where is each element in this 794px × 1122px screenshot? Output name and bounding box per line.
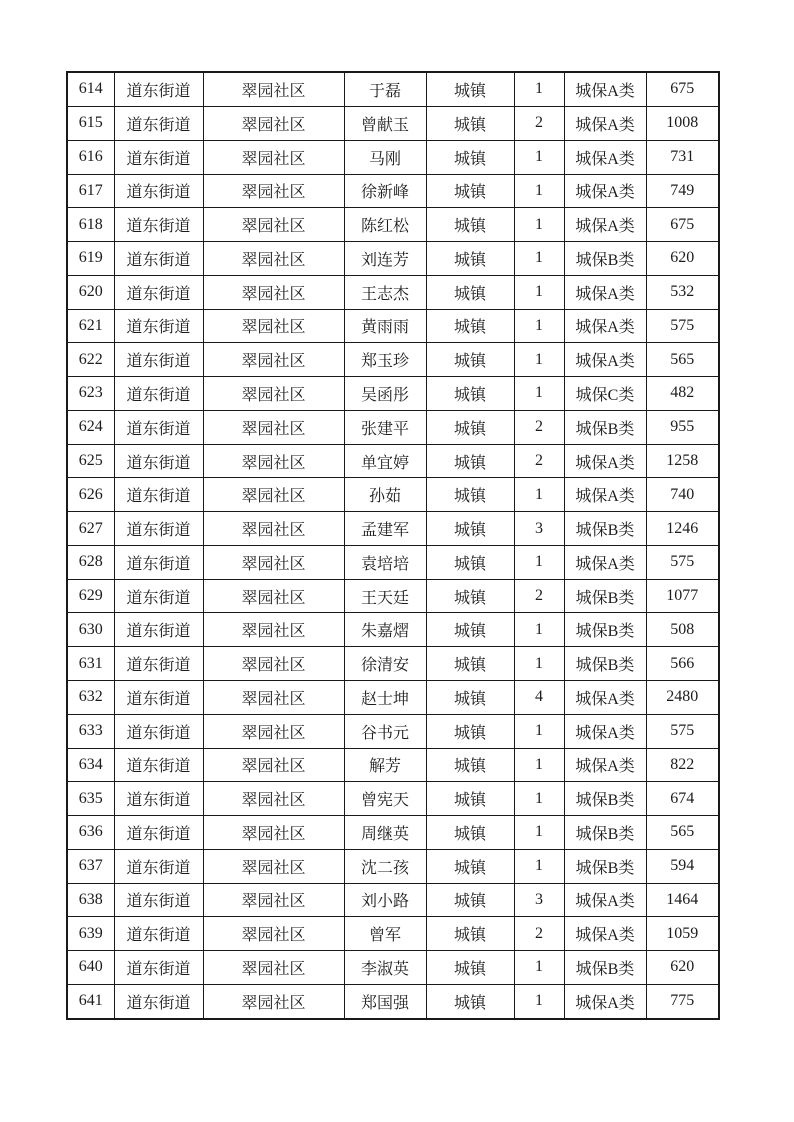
cell-row-number: 634 — [67, 748, 114, 782]
cell-household-type: 城镇 — [426, 410, 514, 444]
table-row — [67, 748, 719, 782]
cell-street: 道东街道 — [114, 680, 203, 714]
table-row — [67, 208, 719, 242]
cell-name: 谷书元 — [344, 714, 426, 748]
cell-person-count: 1 — [514, 208, 564, 242]
cell-amount: 1059 — [646, 917, 719, 951]
cell-row-number: 622 — [67, 343, 114, 377]
cell-street: 道东街道 — [114, 140, 203, 174]
cell-street: 道东街道 — [114, 545, 203, 579]
cell-name: 郑国强 — [344, 984, 426, 1019]
cell-person-count: 2 — [514, 410, 564, 444]
cell-community: 翠园社区 — [203, 242, 344, 276]
cell-row-number: 632 — [67, 680, 114, 714]
cell-street: 道东街道 — [114, 849, 203, 883]
table-row — [67, 140, 719, 174]
cell-person-count: 2 — [514, 106, 564, 140]
cell-name: 李淑英 — [344, 951, 426, 985]
cell-household-type: 城镇 — [426, 849, 514, 883]
cell-row-number: 641 — [67, 984, 114, 1019]
cell-street: 道东街道 — [114, 782, 203, 816]
cell-row-number: 629 — [67, 579, 114, 613]
cell-name: 曾军 — [344, 917, 426, 951]
cell-amount: 675 — [646, 208, 719, 242]
cell-name: 刘小路 — [344, 883, 426, 917]
cell-row-number: 615 — [67, 106, 114, 140]
cell-street: 道东街道 — [114, 72, 203, 106]
cell-row-number: 631 — [67, 647, 114, 681]
cell-street: 道东街道 — [114, 444, 203, 478]
cell-name: 赵士坤 — [344, 680, 426, 714]
cell-amount: 575 — [646, 714, 719, 748]
cell-amount: 731 — [646, 140, 719, 174]
cell-row-number: 639 — [67, 917, 114, 951]
cell-household-type: 城镇 — [426, 917, 514, 951]
cell-community: 翠园社区 — [203, 478, 344, 512]
cell-community: 翠园社区 — [203, 647, 344, 681]
cell-amount: 1258 — [646, 444, 719, 478]
cell-insurance-category: 城保A类 — [564, 984, 646, 1019]
cell-insurance-category: 城保A类 — [564, 72, 646, 106]
cell-street: 道东街道 — [114, 816, 203, 850]
cell-row-number: 627 — [67, 512, 114, 546]
cell-insurance-category: 城保A类 — [564, 917, 646, 951]
cell-street: 道东街道 — [114, 512, 203, 546]
cell-insurance-category: 城保B类 — [564, 512, 646, 546]
cell-street: 道东街道 — [114, 579, 203, 613]
cell-person-count: 4 — [514, 680, 564, 714]
cell-amount: 566 — [646, 647, 719, 681]
cell-street: 道东街道 — [114, 951, 203, 985]
table-row — [67, 545, 719, 579]
cell-community: 翠园社区 — [203, 343, 344, 377]
cell-row-number: 616 — [67, 140, 114, 174]
cell-community: 翠园社区 — [203, 714, 344, 748]
cell-person-count: 1 — [514, 849, 564, 883]
cell-community: 翠园社区 — [203, 917, 344, 951]
cell-household-type: 城镇 — [426, 512, 514, 546]
cell-street: 道东街道 — [114, 174, 203, 208]
cell-household-type: 城镇 — [426, 275, 514, 309]
cell-insurance-category: 城保A类 — [564, 343, 646, 377]
cell-person-count: 1 — [514, 275, 564, 309]
table-row — [67, 579, 719, 613]
cell-amount: 2480 — [646, 680, 719, 714]
cell-name: 曾献玉 — [344, 106, 426, 140]
cell-row-number: 623 — [67, 377, 114, 411]
cell-amount: 1008 — [646, 106, 719, 140]
cell-insurance-category: 城保A类 — [564, 275, 646, 309]
cell-street: 道东街道 — [114, 377, 203, 411]
cell-row-number: 633 — [67, 714, 114, 748]
cell-insurance-category: 城保A类 — [564, 140, 646, 174]
cell-amount: 594 — [646, 849, 719, 883]
cell-name: 王志杰 — [344, 275, 426, 309]
table-row — [67, 106, 719, 140]
table-row — [67, 883, 719, 917]
cell-person-count: 1 — [514, 647, 564, 681]
cell-person-count: 2 — [514, 917, 564, 951]
cell-household-type: 城镇 — [426, 343, 514, 377]
table-row — [67, 984, 719, 1019]
cell-name: 袁培培 — [344, 545, 426, 579]
cell-name: 郑玉珍 — [344, 343, 426, 377]
cell-amount: 955 — [646, 410, 719, 444]
cell-row-number: 617 — [67, 174, 114, 208]
cell-person-count: 1 — [514, 242, 564, 276]
table-row — [67, 444, 719, 478]
cell-amount: 1246 — [646, 512, 719, 546]
table-row — [67, 478, 719, 512]
cell-household-type: 城镇 — [426, 174, 514, 208]
cell-person-count: 1 — [514, 816, 564, 850]
cell-household-type: 城镇 — [426, 816, 514, 850]
cell-insurance-category: 城保B类 — [564, 613, 646, 647]
cell-row-number: 635 — [67, 782, 114, 816]
cell-community: 翠园社区 — [203, 512, 344, 546]
cell-person-count: 1 — [514, 309, 564, 343]
cell-row-number: 640 — [67, 951, 114, 985]
cell-name: 张建平 — [344, 410, 426, 444]
table-row — [67, 343, 719, 377]
cell-street: 道东街道 — [114, 714, 203, 748]
cell-street: 道东街道 — [114, 984, 203, 1019]
cell-street: 道东街道 — [114, 478, 203, 512]
cell-household-type: 城镇 — [426, 680, 514, 714]
cell-person-count: 1 — [514, 748, 564, 782]
cell-community: 翠园社区 — [203, 951, 344, 985]
cell-name: 于磊 — [344, 72, 426, 106]
cell-amount: 620 — [646, 951, 719, 985]
cell-household-type: 城镇 — [426, 951, 514, 985]
table-row — [67, 377, 719, 411]
cell-amount: 749 — [646, 174, 719, 208]
cell-amount: 575 — [646, 309, 719, 343]
cell-person-count: 1 — [514, 984, 564, 1019]
cell-row-number: 620 — [67, 275, 114, 309]
cell-name: 单宜婷 — [344, 444, 426, 478]
cell-name: 黄雨雨 — [344, 309, 426, 343]
table-row — [67, 680, 719, 714]
table-row — [67, 174, 719, 208]
cell-amount: 575 — [646, 545, 719, 579]
table-row — [67, 647, 719, 681]
cell-person-count: 1 — [514, 377, 564, 411]
cell-row-number: 625 — [67, 444, 114, 478]
cell-insurance-category: 城保A类 — [564, 208, 646, 242]
cell-name: 王天廷 — [344, 579, 426, 613]
cell-household-type: 城镇 — [426, 545, 514, 579]
cell-name: 孟建军 — [344, 512, 426, 546]
cell-insurance-category: 城保A类 — [564, 748, 646, 782]
cell-community: 翠园社区 — [203, 140, 344, 174]
cell-community: 翠园社区 — [203, 883, 344, 917]
cell-household-type: 城镇 — [426, 579, 514, 613]
cell-name: 陈红松 — [344, 208, 426, 242]
cell-amount: 674 — [646, 782, 719, 816]
cell-person-count: 1 — [514, 478, 564, 512]
cell-person-count: 1 — [514, 714, 564, 748]
cell-household-type: 城镇 — [426, 714, 514, 748]
cell-community: 翠园社区 — [203, 377, 344, 411]
cell-name: 孙茹 — [344, 478, 426, 512]
cell-row-number: 636 — [67, 816, 114, 850]
cell-amount: 508 — [646, 613, 719, 647]
cell-street: 道东街道 — [114, 883, 203, 917]
cell-community: 翠园社区 — [203, 984, 344, 1019]
cell-household-type: 城镇 — [426, 782, 514, 816]
cell-street: 道东街道 — [114, 106, 203, 140]
cell-insurance-category: 城保C类 — [564, 377, 646, 411]
cell-name: 解芳 — [344, 748, 426, 782]
cell-street: 道东街道 — [114, 242, 203, 276]
cell-person-count: 1 — [514, 782, 564, 816]
cell-amount: 1077 — [646, 579, 719, 613]
cell-community: 翠园社区 — [203, 816, 344, 850]
cell-insurance-category: 城保B类 — [564, 242, 646, 276]
cell-insurance-category: 城保A类 — [564, 714, 646, 748]
cell-name: 周继英 — [344, 816, 426, 850]
cell-community: 翠园社区 — [203, 106, 344, 140]
cell-community: 翠园社区 — [203, 410, 344, 444]
cell-row-number: 614 — [67, 72, 114, 106]
cell-household-type: 城镇 — [426, 647, 514, 681]
cell-amount: 822 — [646, 748, 719, 782]
cell-insurance-category: 城保A类 — [564, 478, 646, 512]
benefit-roster-table — [66, 71, 720, 1020]
cell-street: 道东街道 — [114, 917, 203, 951]
table-row — [67, 242, 719, 276]
cell-name: 朱嘉熠 — [344, 613, 426, 647]
cell-row-number: 621 — [67, 309, 114, 343]
cell-street: 道东街道 — [114, 748, 203, 782]
cell-street: 道东街道 — [114, 613, 203, 647]
cell-street: 道东街道 — [114, 647, 203, 681]
cell-insurance-category: 城保B类 — [564, 816, 646, 850]
cell-row-number: 630 — [67, 613, 114, 647]
cell-household-type: 城镇 — [426, 208, 514, 242]
cell-community: 翠园社区 — [203, 208, 344, 242]
cell-insurance-category: 城保A类 — [564, 309, 646, 343]
cell-household-type: 城镇 — [426, 748, 514, 782]
table-row — [67, 512, 719, 546]
cell-row-number: 618 — [67, 208, 114, 242]
cell-row-number: 626 — [67, 478, 114, 512]
cell-name: 曾宪天 — [344, 782, 426, 816]
cell-row-number: 619 — [67, 242, 114, 276]
cell-community: 翠园社区 — [203, 680, 344, 714]
cell-person-count: 1 — [514, 343, 564, 377]
cell-household-type: 城镇 — [426, 72, 514, 106]
cell-person-count: 2 — [514, 579, 564, 613]
cell-household-type: 城镇 — [426, 106, 514, 140]
cell-community: 翠园社区 — [203, 613, 344, 647]
cell-insurance-category: 城保B类 — [564, 410, 646, 444]
table-body — [67, 72, 719, 1019]
cell-amount: 775 — [646, 984, 719, 1019]
cell-household-type: 城镇 — [426, 613, 514, 647]
table-row — [67, 72, 719, 106]
cell-person-count: 1 — [514, 545, 564, 579]
cell-community: 翠园社区 — [203, 545, 344, 579]
table-row — [67, 816, 719, 850]
cell-community: 翠园社区 — [203, 748, 344, 782]
cell-household-type: 城镇 — [426, 478, 514, 512]
cell-household-type: 城镇 — [426, 377, 514, 411]
cell-insurance-category: 城保A类 — [564, 444, 646, 478]
cell-insurance-category: 城保B类 — [564, 782, 646, 816]
cell-person-count: 1 — [514, 140, 564, 174]
table-row — [67, 849, 719, 883]
cell-name: 吴函彤 — [344, 377, 426, 411]
cell-household-type: 城镇 — [426, 444, 514, 478]
table-row — [67, 951, 719, 985]
table-row — [67, 714, 719, 748]
cell-amount: 565 — [646, 816, 719, 850]
cell-name: 徐新峰 — [344, 174, 426, 208]
table-row — [67, 917, 719, 951]
cell-row-number: 638 — [67, 883, 114, 917]
table-row — [67, 309, 719, 343]
cell-street: 道东街道 — [114, 343, 203, 377]
cell-person-count: 1 — [514, 174, 564, 208]
cell-community: 翠园社区 — [203, 309, 344, 343]
cell-household-type: 城镇 — [426, 883, 514, 917]
cell-amount: 482 — [646, 377, 719, 411]
cell-amount: 532 — [646, 275, 719, 309]
cell-community: 翠园社区 — [203, 174, 344, 208]
cell-person-count: 3 — [514, 512, 564, 546]
cell-insurance-category: 城保A类 — [564, 545, 646, 579]
cell-street: 道东街道 — [114, 410, 203, 444]
cell-insurance-category: 城保A类 — [564, 680, 646, 714]
cell-street: 道东街道 — [114, 208, 203, 242]
cell-insurance-category: 城保B类 — [564, 647, 646, 681]
table-row — [67, 782, 719, 816]
cell-community: 翠园社区 — [203, 72, 344, 106]
cell-amount: 565 — [646, 343, 719, 377]
cell-street: 道东街道 — [114, 275, 203, 309]
cell-community: 翠园社区 — [203, 275, 344, 309]
table-row — [67, 410, 719, 444]
cell-insurance-category: 城保B类 — [564, 951, 646, 985]
cell-name: 刘连芳 — [344, 242, 426, 276]
cell-amount: 740 — [646, 478, 719, 512]
cell-household-type: 城镇 — [426, 242, 514, 276]
cell-person-count: 1 — [514, 951, 564, 985]
cell-insurance-category: 城保B类 — [564, 579, 646, 613]
cell-community: 翠园社区 — [203, 444, 344, 478]
cell-amount: 1464 — [646, 883, 719, 917]
table-row — [67, 275, 719, 309]
cell-insurance-category: 城保A类 — [564, 106, 646, 140]
table-row — [67, 613, 719, 647]
cell-insurance-category: 城保A类 — [564, 174, 646, 208]
cell-community: 翠园社区 — [203, 782, 344, 816]
cell-person-count: 2 — [514, 444, 564, 478]
cell-community: 翠园社区 — [203, 579, 344, 613]
cell-insurance-category: 城保B类 — [564, 849, 646, 883]
cell-household-type: 城镇 — [426, 309, 514, 343]
cell-name: 沈二孩 — [344, 849, 426, 883]
cell-person-count: 1 — [514, 72, 564, 106]
cell-insurance-category: 城保A类 — [564, 883, 646, 917]
cell-household-type: 城镇 — [426, 984, 514, 1019]
cell-row-number: 637 — [67, 849, 114, 883]
cell-community: 翠园社区 — [203, 849, 344, 883]
cell-person-count: 3 — [514, 883, 564, 917]
cell-name: 徐清安 — [344, 647, 426, 681]
cell-row-number: 624 — [67, 410, 114, 444]
cell-amount: 620 — [646, 242, 719, 276]
cell-name: 马刚 — [344, 140, 426, 174]
cell-street: 道东街道 — [114, 309, 203, 343]
cell-row-number: 628 — [67, 545, 114, 579]
cell-household-type: 城镇 — [426, 140, 514, 174]
cell-amount: 675 — [646, 72, 719, 106]
cell-person-count: 1 — [514, 613, 564, 647]
